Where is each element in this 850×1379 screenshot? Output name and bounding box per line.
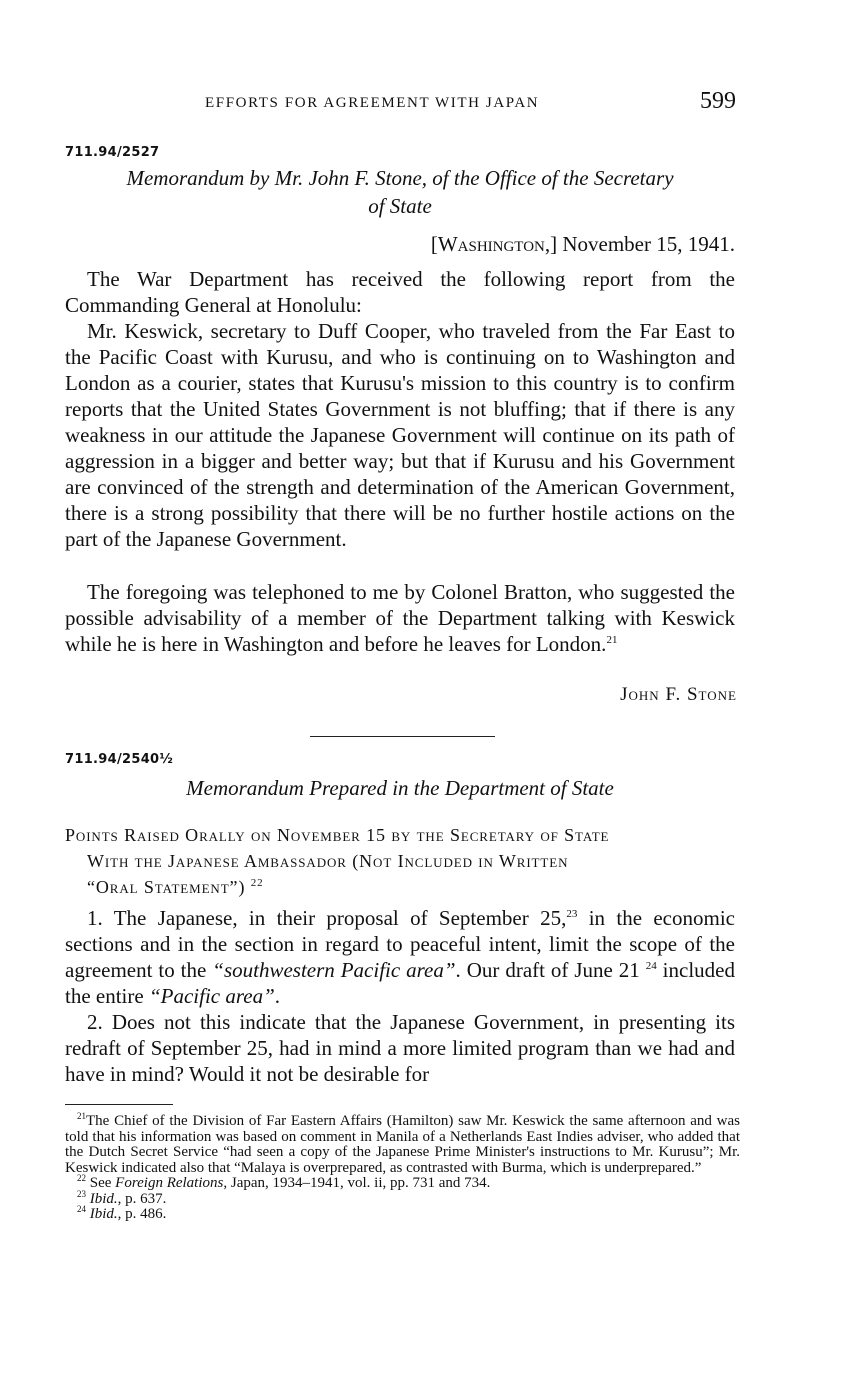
document-reference: 711.94/2527: [65, 145, 160, 160]
footnote-text: , p. 637.: [117, 1190, 167, 1207]
footnote-divider: [65, 1104, 173, 1105]
paragraph: The War Department has received the following report from the Commanding General at Honolulu:: [65, 267, 735, 317]
footnote-number: 23: [77, 1188, 86, 1199]
dateline-date: November 15, 1941.: [557, 232, 735, 256]
footnote-title: Ibid.: [89, 1190, 118, 1207]
footnote: [65, 1188, 740, 1208]
footnote-text: , Japan, 1934–1941, vol. ii, pp. 731 and 734.: [223, 1175, 491, 1191]
section-heading-line: [65, 874, 737, 900]
footnote-number: 22: [77, 1173, 86, 1183]
numbered-item: [65, 905, 735, 1009]
paragraph: Mr. Keswick, secretary to Duff Cooper, who traveled from the Far East to the Pacific Coast with Kurusu, and who is continuing on to Washington and London as a courier, states that Kurusu's mission to this country is to confirm reports that the United States Government is not bluffing; that if there is any weakness in our attitude the Japanese Government will continue on its path of aggression in a bigger and better way; but that if Kurusu and his Government are convinced of the strength and determination of the American Government, there is a strong possibility that there will be no further hostile actions on the part of the Japanese Government.: [65, 319, 735, 551]
numbered-item: 2. Does not this indicate that the Japanese Government, in presenting its redraft of September 25, had in mind a more limited program than we had and have in mind? Would it not be desirable for: [65, 1010, 735, 1086]
section-heading: [65, 822, 737, 900]
document-title: [65, 164, 735, 220]
item-text: .: [274, 984, 281, 1008]
item-text: 1. The Japanese, in their proposal of September 25,: [87, 906, 567, 930]
document-title-line: Memorandum by Mr. John F. Stone, of the Office of the Secretary: [126, 166, 674, 190]
footnote-title: Ibid.: [89, 1206, 118, 1222]
footnote-reference: 23: [566, 908, 578, 920]
footnote-text: The Chief of the Division of Far Eastern Affairs (Hamilton) saw Mr. Keswick the same afternoon and was told that his information was based on comment in Manila of a Netherlands East Indies adviser, who added that the Dutch Secret Service “had seen a copy of the Japanese Prime Minister's instructions to Mr. Kurusu”; Mr. Keswick indicated also that “Malaya is overprepared, as contrasted with Burma, which is underprepared.”: [65, 1113, 740, 1176]
footnote: [65, 1111, 740, 1176]
item-text: included the entire: [65, 958, 735, 1008]
footnote-text: See: [89, 1175, 116, 1191]
footnote: [65, 1204, 740, 1223]
footnote: [65, 1173, 740, 1192]
section-heading-line: Points Raised Orally on November 15 by the Secretary of State: [65, 825, 610, 845]
footnote-reference: 24: [645, 960, 657, 972]
item-text: . Our draft of June 21: [455, 958, 646, 982]
dateline-place: [Washington,]: [430, 232, 558, 256]
section-heading-line: With the Japanese Ambassador (Not Included in Written: [87, 851, 569, 871]
footnote-reference: 22: [250, 877, 264, 889]
document-title: Memorandum Prepared in the Department of State: [186, 776, 614, 800]
dateline: [431, 232, 735, 257]
footnote-number: 21: [77, 1111, 86, 1121]
running-title: EFFORTS FOR AGREEMENT WITH JAPAN: [205, 95, 540, 111]
paragraph: [65, 579, 735, 657]
footnote-number: 24: [77, 1204, 86, 1214]
footnote-reference: 21: [606, 634, 618, 646]
quoted-term: “southwestern Pacific area”: [212, 958, 456, 982]
section-heading-text: “Oral Statement”): [87, 877, 246, 897]
paragraph-text: The foregoing was telephoned to me by Colonel Bratton, who suggested the possible advisability of a member of the Department talking with Keswick while he is here in Washington and before he leaves for London.: [65, 580, 735, 656]
footnotes: [65, 1111, 740, 1223]
page-number: 599: [700, 88, 736, 114]
document-reference: 711.94/2540½: [65, 752, 174, 767]
footnote-text: , p. 486.: [117, 1206, 167, 1222]
item-text: in the economic sections and in the section in regard to peaceful intent, limit the scope of the agreement to the: [65, 906, 735, 982]
section-divider: [310, 736, 495, 737]
quoted-term: “Pacific area”: [148, 984, 275, 1008]
document-title-line: of State: [368, 194, 432, 218]
signature: John F. Stone: [620, 684, 737, 705]
footnote-title: Foreign Relations: [115, 1175, 224, 1191]
